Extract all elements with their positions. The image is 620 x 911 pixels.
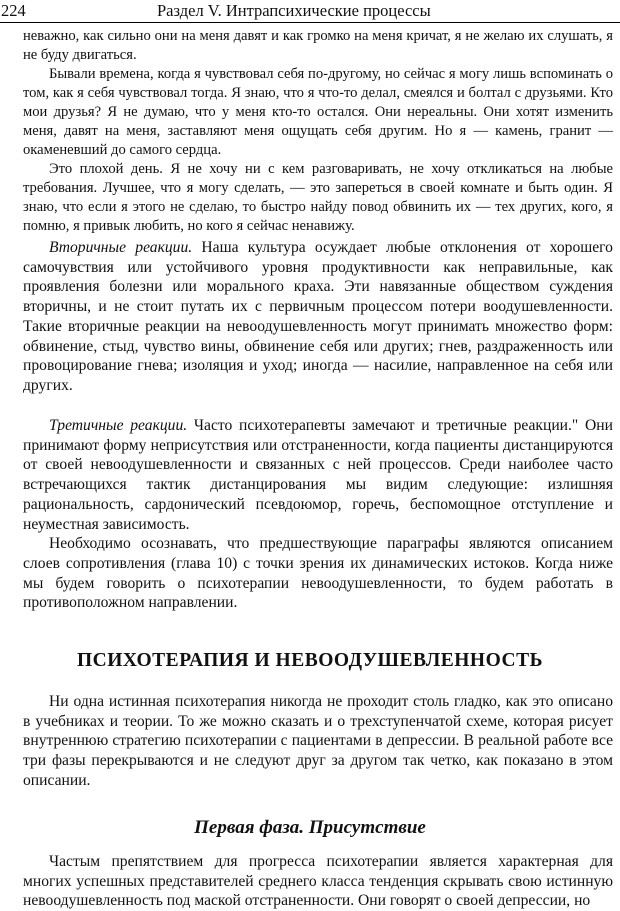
quote-paragraph-3: Это плохой день. Я не хочу ни с кем разговаривать, не хочу откликаться на любые требования. Лучшее, что я могу сделать, — это запереться в своей комнате и быть один. Я знаю, что если я этого не сделаю, то быстро найду повод обвинить их — тех других, кого, я помню, я привык любить, но кого я сейчас ненавижу. [23,161,613,234]
tertiary-reactions-paragraph [23,416,613,534]
resistance-layers-paragraph: Необходимо осознавать, что предшествующие параграфы являются описанием слоев сопротивления (глава 10) с точки зрения их динамических истоков. Когда ниже мы будем говорить о психотерапии невоодушевленности, то будем работать в противоположном направлении. [23,535,613,612]
header-rule [0,22,620,23]
secondary-reactions-section [23,238,613,396]
secondary-reactions-text: Наша культура осуждает любые отклонения от хорошего самочувствия или устойчивого уровня продуктивности как неправильные, как проявления болезни или морального краха. Эти навязанные обществом суждения вторичны, и не стоит путать их с первичным процессом потери воодушевленности. Такие вторичные реакции на невоодушевленность могут принимать множество форм: обвинение, стыд, чувство вины, обвинение себя или других; гнев, раздраженность или провоцирование гнева; изоляция и уход; иногда — насилие, направленное на себя или других. [23,239,613,394]
patient-quote [23,27,613,236]
quote-paragraph-1: неважно, как сильно они на меня давят и как громко на меня кричат, я не желаю их слушать, я не буду двигаться. [23,28,613,63]
quote-paragraph-2: Бывали времена, когда я чувствовал себя по-другому, но сейчас я могу лишь вспоминать о том, как я себя чувствовал тогда. Я знаю, что я что-то делал, смеялся и болтал с друзьями. Кто мои друзья? Я не думаю, что у меня кто-то остался. Они нереальны. Они хотят изменить меня, давят на меня, заставляют меня ощущать себя другим. Но я — камень, гранит — окаменевший до самого сердца. [23,66,613,158]
secondary-reactions-lead: Вторичные реакции. [49,239,193,256]
running-head-title: Раздел V. Интрапсихические процессы [157,1,431,20]
subsection-heading: Первая фаза. Присутствие [194,817,426,838]
first-phase-section [23,852,613,911]
psychotherapy-intro-paragraph: Ни одна истинная психотерапия никогда не проходит столь гладко, как это описано в учебниках и теории. То же можно сказать и о трехступенчатой схеме, которая рисует внутреннюю стратегию психотерапии с пациентами в депрессии. В реальной работе все три фазы перекрываются и не следуют друг за другом так четко, как показано в этом описании. [23,693,613,789]
tertiary-reactions-text: Часто психотерапевты замечают и третичные реакции." Они принимают форму неприсутствия или отстраненности, когда пациенты дистанцируются от своей невоодушевленности и связанных с ней процессов. Среди наиболее часто встречающихся тактик дистанцирования мы видим следующие: излишняя рациональность, сардонический псевдоюмор, горечь, беспомощное отступление и неуместная зависимость. [23,417,613,533]
tertiary-reactions-lead: Третичные реакции. [49,417,188,434]
section-heading: ПСИХОТЕРАПИЯ И НЕВООДУШЕВЛЕННОСТЬ [77,650,543,671]
secondary-reactions-paragraph [23,238,613,396]
page-number: 224 [1,1,26,20]
tertiary-reactions-section [23,416,613,613]
running-head [0,0,620,22]
first-phase-paragraph: Частым препятствием для прогресса психотерапии является характерная для многих успешных представителей среднего класса тенденция скрывать свою истинную невоодушевленность под маской отстраненности. Они говорят о своей депрессии, но [23,853,613,910]
psychotherapy-intro [23,692,613,791]
